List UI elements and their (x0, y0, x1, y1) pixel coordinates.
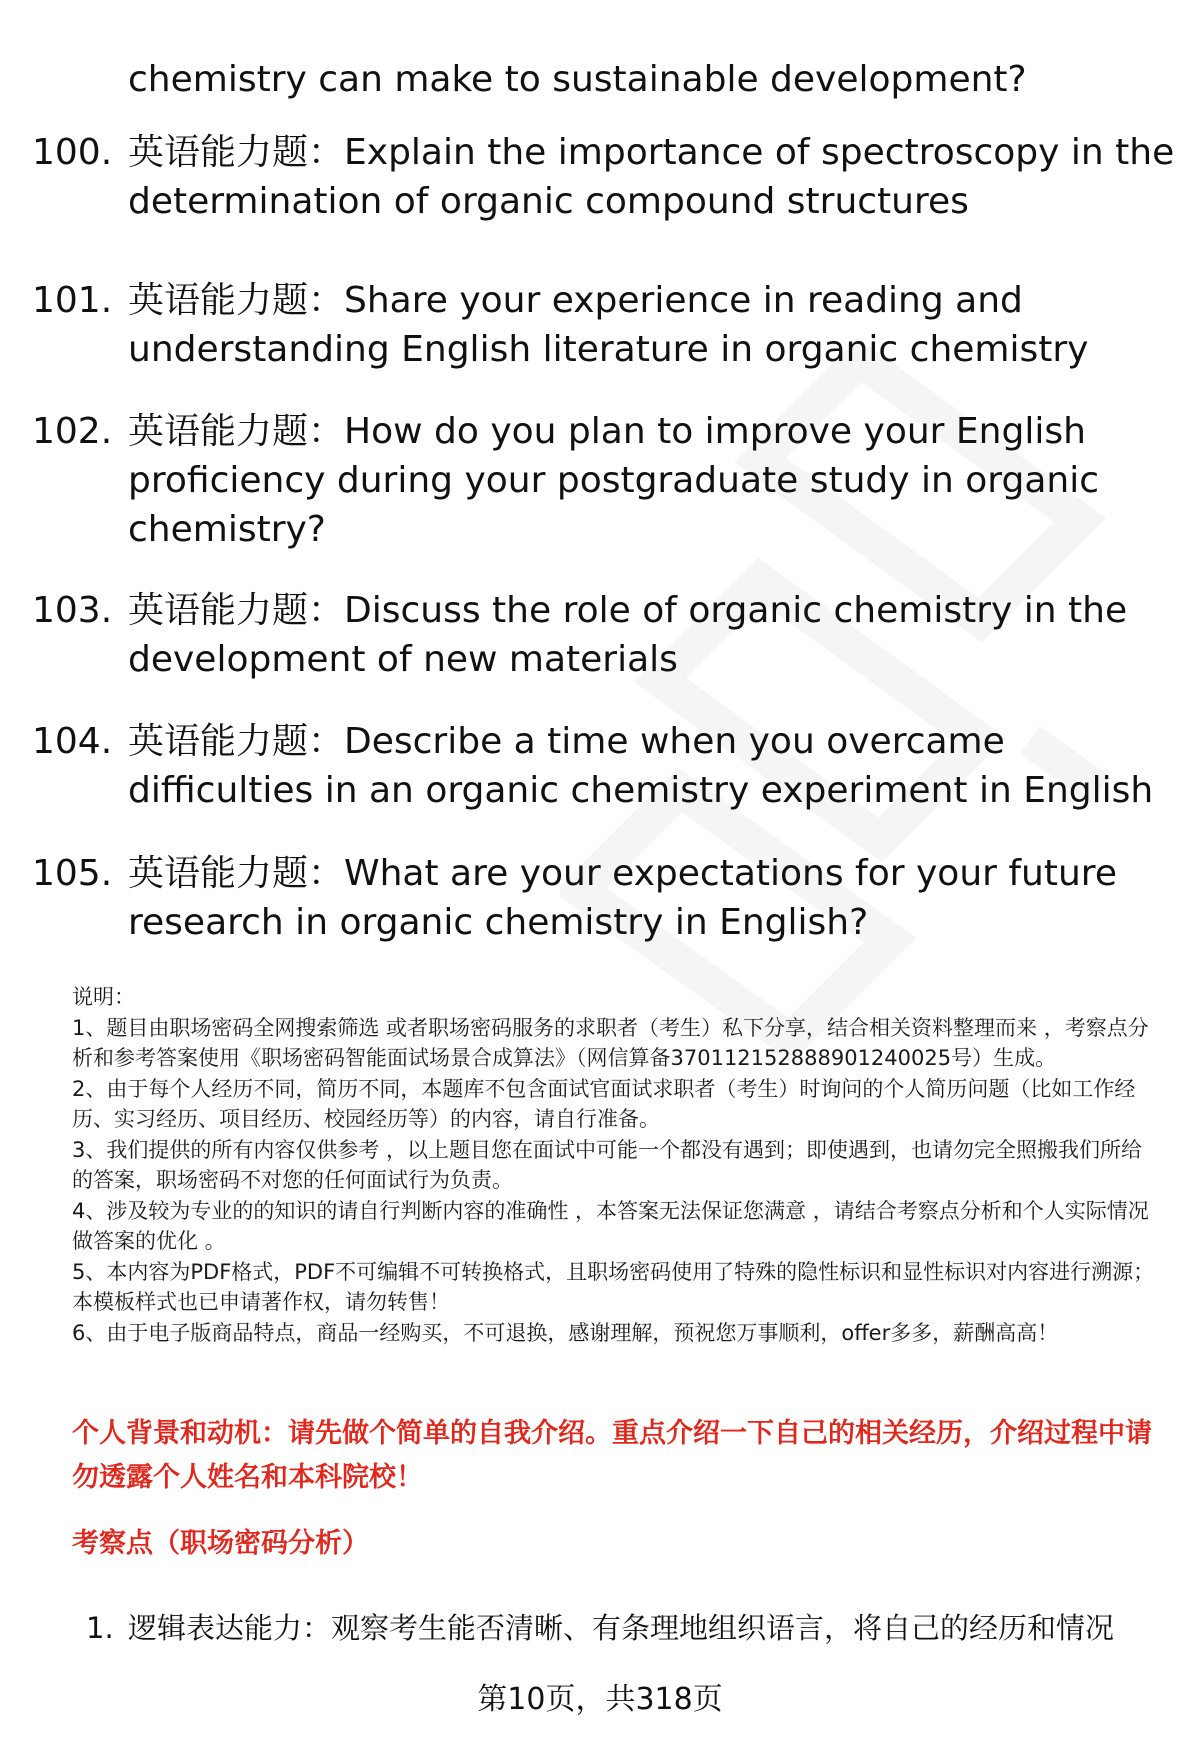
analysis-item (86, 1606, 1176, 1650)
question-number: 105. (32, 853, 113, 894)
note-item: 2、由于每个人经历不同，简历不同，本题库不包含面试官面试求职者（考生）时询问的个人简历问题（比如工作经历、实习经历、项目经历、校园经历等）的内容，请自行准备。 (72, 1076, 1136, 1131)
note-item: 4、涉及较为专业的的知识的请自行判断内容的准确性 ，本答案无法保证您满意 ，请结合考察点分析和个人实际情况做答案的优化 。 (72, 1198, 1149, 1253)
question-item (32, 717, 1182, 815)
analysis-heading: 考察点（职场密码分析） (72, 1528, 369, 1559)
question-text: How do you plan to improve your English proficiency during your postgraduate study in organic chemistry? (128, 411, 1099, 550)
question-body (128, 128, 1182, 226)
note-item: 5、本内容为PDF格式，PDF不可编辑不可转换格式，且职场密码使用了特殊的隐性标识和显性标识对内容进行溯源；本模板样式也已申请著作权，请勿转售！ (72, 1259, 1155, 1314)
question-type: 英语能力题： (128, 411, 345, 452)
question-item (32, 849, 1182, 947)
question-type: 英语能力题： (128, 280, 345, 321)
note-item: 1、题目由职场密码全网搜索筛选 或者职场密码服务的求职者（考生）私下分享，结合相关资料整理而来 ，考察点分析和参考答案使用《职场密码智能面试场景合成算法》（网信算备370112152888901240025号）生成。 (72, 1015, 1149, 1070)
question-type: 英语能力题： (128, 853, 345, 894)
question-type: 英语能力题： (128, 721, 345, 762)
question-text: Discuss the role of organic chemistry in the development of new materials (128, 590, 1128, 680)
question-text: Describe a time when you overcame difficulties in an organic chemistry experiment in English (128, 721, 1154, 811)
question-item (32, 276, 1182, 374)
analysis-item-number: 1. (86, 1611, 114, 1645)
notes-title: 说明： (72, 985, 135, 1009)
question-text: What are your expectations for your future research in organic chemistry in English? (128, 853, 1117, 943)
question-number: 103. (32, 590, 113, 631)
question-type: 英语能力题： (128, 590, 345, 631)
note-item: 3、我们提供的所有内容仅供参考 ，以上题目您在面试中可能一个都没有遇到；即使遇到，也请勿完全照搬我们所给的答案，职场密码不对您的任何面试行为负责。 (72, 1137, 1143, 1192)
question-body (128, 717, 1182, 815)
question-number: 100. (32, 132, 113, 173)
question-item (32, 586, 1182, 684)
question-body (128, 276, 1182, 374)
section-heading: 个人背景和动机：请先做个简单的自我介绍。重点介绍一下自己的相关经历，介绍过程中请勿透露个人姓名和本科院校！ (72, 1418, 1152, 1493)
question-type: 英语能力题： (128, 132, 345, 173)
note-item: 6、由于电子版商品特点，商品一经购买，不可退换，感谢理解，预祝您万事顺利，offer多多，薪酬高高！ (72, 1320, 1059, 1345)
question-number: 102. (32, 411, 113, 452)
question-item (32, 128, 1182, 226)
question-text: Share your experience in reading and understanding English literature in organic chemistry (128, 280, 1089, 370)
question-body (128, 407, 1182, 554)
question-body (128, 849, 1182, 947)
question-number: 101. (32, 280, 113, 321)
analysis-item-text: 逻辑表达能力：观察考生能否清晰、有条理地组织语言，将自己的经历和情况 (128, 1611, 1115, 1645)
continued-question-line: chemistry can make to sustainable development? (128, 59, 1027, 100)
question-item (32, 407, 1182, 554)
question-body (128, 586, 1182, 684)
question-number: 104. (32, 721, 113, 762)
page-footer: 第10页，共318页 (477, 1682, 723, 1717)
notes-section (72, 982, 1162, 1348)
question-text: Explain the importance of spectroscopy in the determination of organic compound structures (128, 132, 1175, 222)
